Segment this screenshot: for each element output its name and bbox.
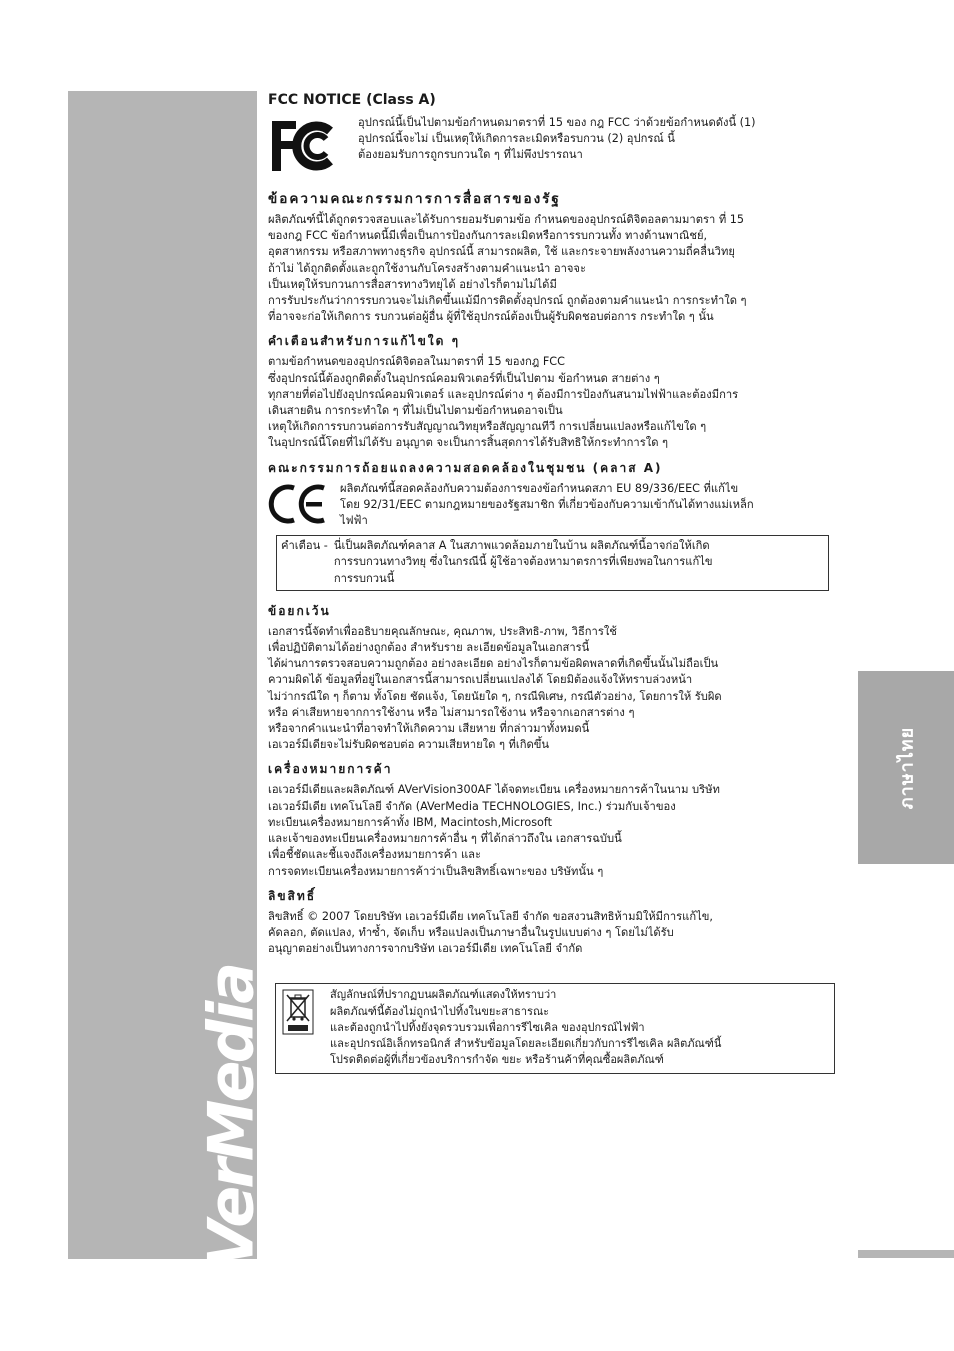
modification-line: เดินสายดิน การกระทำใด ๆ ที่ไม่เป็นไปตามข้อกำหนดอาจเป็น <box>268 404 563 418</box>
weee-notice-box <box>275 983 835 1074</box>
fcc-line: ต้องยอมรับการถูกรบกวนใด ๆ ที่ไม่พึงปรารถนา <box>358 148 583 162</box>
left-sidebar <box>68 91 268 1310</box>
trademarks-text <box>268 782 843 879</box>
disclaimer-line: ไม่ว่ากรณีใด ๆ ก็ตาม ทั้งโดย ชัดแจ้ง, โดยนัยใด ๆ, กรณีพิเศษ, กรณีตัวอย่าง, โดยการให้ รับผิด <box>268 689 722 703</box>
trademarks-line: ทะเบียนเครื่องหมายการค้าทั้ง IBM, Macintosh,Microsoft <box>268 815 553 829</box>
disclaimer-line: ได้ผ่านการตรวจสอบความถูกต้อง อย่างละเอียด อย่างไรก็ตามข้อผิดพลาดที่เกิดขึ้นนั้นไม่ถือเป็น <box>268 657 719 671</box>
weee-line: โปรดติดต่อผู้ที่เกี่ยวข้องบริการกำจัด ขยะ หรือร้านค้าที่คุณซื้อผลิตภัณฑ์ <box>330 1053 664 1067</box>
commission-line: อุตสาหกรรม หรือสภาพทางธุรกิจ อุปกรณ์นี้ สามารถผลิต, ใช้ และกระจายพลังงานความถี่คลื่นวิทยุ <box>268 245 735 259</box>
ce-mark-icon <box>268 483 328 525</box>
weee-line: สัญลักษณ์ที่ปรากฏบนผลิตภัณฑ์แสดงให้ทราบว่า <box>330 988 557 1002</box>
commission-line: การรับประกันว่าการรบกวนจะไม่เกิดขึ้นแม้มีการติดตั้งอุปกรณ์ ถูกต้องตามคำแนะนำ การกระทำใด ๆ <box>268 294 747 308</box>
weee-text <box>330 987 721 1068</box>
copyright-line: อนุญาตอย่างเป็นทางการจากบริษัท เอเวอร์มีเดีย เทคโนโลยี จำกัด <box>268 942 583 956</box>
fcc-section <box>268 115 843 175</box>
trademarks-line: การจดทะเบียนเครื่องหมายการค้าว่าเป็นลิขสิทธิ์เฉพาะของ บริษัทนั้น ๆ <box>268 864 604 878</box>
disclaimer-line: ความผิดได้ ข้อมูลที่อยู่ในเอกสารนี้สามารถเปลี่ยนแปลงได้ โดยมิต้องแจ้งให้ทราบล่วงหน้า <box>268 673 693 687</box>
disclaimer-line: เพื่อปฏิบัติตามได้อย่างถูกต้อง สำหรับราย ละเอียดข้อมูลในเอกสารนี้ <box>268 641 590 655</box>
copyright-title: ลิขสิทธิ์ <box>268 888 317 903</box>
weee-line: และต้องถูกนำไปทิ้งยังจุดรวบรวมเพื่อการรีไซเคิล ของอุปกรณ์ไฟฟ้า <box>330 1020 645 1034</box>
weee-line: และอุปกรณ์อิเล็กทรอนิกส์ สำหรับข้อมูลโดยละเอียดเกี่ยวกับการรีไซเคิล ผลิตภัณฑ์นี้ <box>330 1036 722 1050</box>
warning-label: คำเตือน - <box>281 539 328 553</box>
modification-line: ในอุปกรณ์นี้โดยที่ไม่ได้รับ อนุญาต จะเป็นการสิ้นสุดการได้รับสิทธิให้กระทำการใด ๆ <box>268 436 669 450</box>
disclaimer-line: เอเวอร์มีเดียจะไม่รับผิดชอบต่อ ความเสียหายใด ๆ ที่เกิดขึ้น <box>268 738 550 752</box>
disclaimer-line: หรือจากคำแนะนำที่อาจทำให้เกิดความ เสียหาย ที่กล่าวมาทั้งหมดนี้ <box>268 722 590 736</box>
commission-line: เป็นเหตุให้รบกวนการสื่อสารทางวิทยุได้ อย่างไรก็ตามไม่ได้มี <box>268 277 557 291</box>
trademarks-line: และเจ้าของทะเบียนเครื่องหมายการค้าอื่น ๆ ที่ได้กล่าวถึงใน เอกสารฉบับนี้ <box>268 832 622 846</box>
weee-line: ผลิตภัณฑ์นี้ต้องไม่ถูกนำไปทิ้งในขยะสาธารณะ <box>330 1004 550 1018</box>
trademarks-line: เอเวอร์มีเดียและผลิตภัณฑ์ AVerVision300AF ได้จดทะเบียน เครื่องหมายการค้าในนาม บริษัท <box>268 783 720 797</box>
trademarks-title: เครื่องหมายการค้า <box>268 762 393 777</box>
fcc-line: อุปกรณ์นี้เป็นไปตามข้อกำหนดมาตราที่ 15 ของ กฎ FCC ว่าด้วยข้อกำหนดดังนี้ (1) <box>358 116 756 129</box>
commission-text <box>268 212 843 325</box>
disclaimer-line: เอกสารนี้จัดทำเพื่ออธิบายคุณลักษณะ, คุณภาพ, ประสิทธิ-ภาพ, วิธีการใช้ <box>268 624 617 638</box>
ce-title: คณะกรรมการถ้อยแถลงความสอดคล้องในชุมชน (คลาส A) <box>268 460 663 475</box>
page-edge-bar <box>858 1250 954 1258</box>
ce-section <box>268 481 843 530</box>
disclaimer-line: หรือ ค่าเสียหายจากการใช้งาน หรือ ไม่สามารถใช้งาน หรือจากเอกสารต่าง ๆ <box>268 705 635 719</box>
fcc-title: FCC NOTICE (Class A) <box>268 92 436 108</box>
copyright-text <box>268 909 843 958</box>
fcc-logo-icon <box>268 117 346 175</box>
trademarks-line: เอเวอร์มีเดีย เทคโนโลยี จำกัด (AVerMedia TECHNOLOGIES, Inc.) ร่วมกับเจ้าของ <box>268 799 676 813</box>
modification-line: ทุกสายที่ต่อไปยังอุปกรณ์คอมพิวเตอร์ และอุปกรณ์ต่าง ๆ ต้องมีการป้องกันสนามไฟฟ้าและต้องมีการ <box>268 387 739 401</box>
modification-text <box>268 354 843 451</box>
commission-line: ถ้าไม่ ได้ถูกติดตั้งและถูกใช้งานกับโครงสร้างตามคำแนะนำ อาจจะ <box>268 261 586 275</box>
fcc-text <box>358 115 756 164</box>
ce-text <box>340 481 754 530</box>
ce-line: ไฟฟ้า <box>340 514 368 528</box>
disclaimer-text <box>268 624 843 754</box>
brand-logo: AVerMedia <box>194 964 268 1310</box>
modification-line: ซึ่งอุปกรณ์นี้ต้องถูกติดตั้งในอุปกรณ์คอมพิวเตอร์ที่เป็นไปตาม ข้อกำหนด สายต่าง ๆ <box>268 371 660 385</box>
language-tab-label: ภาษาไทย <box>896 726 918 809</box>
language-tab <box>858 671 954 864</box>
document-content <box>268 91 843 1074</box>
class-a-warning-box <box>276 535 829 591</box>
warning-text <box>334 538 713 587</box>
modification-title: คำเตือนสำหรับการแก้ไขใด ๆ <box>268 334 461 349</box>
modification-line: ตามข้อกำหนดของอุปกรณ์ดิจิตอลในมาตราที่ 15 ของกฎ FCC <box>268 355 565 369</box>
trademarks-line: เพื่อชี้ชัดและชี้แจงถึงเครื่องหมายการค้า และ <box>268 848 482 862</box>
commission-line: ผลิตภัณฑ์นี้ได้ถูกตรวจสอบและได้รับการยอมรับตามข้อ กำหนดของอุปกรณ์ดิจิตอลตามมาตรา ที่ 15 <box>268 213 744 226</box>
ce-line: ผลิตภัณฑ์นี้สอดคล้องกับความต้องการของข้อกำหนดสภา EU 89/336/EEC ที่แก้ไข <box>340 481 739 495</box>
copyright-line: ลิขสิทธิ์ © 2007 โดยบริษัท เอเวอร์มีเดีย เทคโนโลยี จำกัด ขอสงวนสิทธิห้ามมิให้มีการแก้ไข, <box>268 909 713 923</box>
disclaimer-title: ข้อยกเว้น <box>268 603 331 618</box>
commission-line: ที่อาจจะก่อให้เกิดการ รบกวนต่อผู้อื่น ผู้ที่ใช้อุปกรณ์ต้องเป็นผู้รับผิดชอบต่อการ กระทำใด ๆ นั้น <box>268 310 714 324</box>
warning-line: การรบกวนทางวิทยุ ซึ่งในกรณีนี้ ผู้ใช้อาจต้องหามาตรการที่เพียงพอในการแก้ไข <box>333 555 713 569</box>
warning-line: การรบกวนนี้ <box>333 571 395 585</box>
modification-line: เหตุให้เกิดการรบกวนต่อการรับสัญญาณวิทยุหรือสัญญาณทีวี การเปลี่ยนแปลงหรือแก้ไขใด ๆ <box>268 420 707 434</box>
warning-line: นี่เป็นผลิตภัณฑ์คลาส A ในสภาพแวดล้อมภายในบ้าน ผลิตภัณฑ์นี้อาจก่อให้เกิด <box>333 539 710 553</box>
copyright-line: คัดลอก, ตัดแปลง, ทำซ้ำ, จัดเก็บ หรือแปลงเป็นภาษาอื่นในรูปแบบต่าง ๆ โดยไม่ได้รับ <box>268 925 674 939</box>
crossed-out-bin-icon <box>282 989 314 1035</box>
ce-line: โดย 92/31/EEC ตามกฎหมายของรัฐสมาชิก ที่เกี่ยวข้องกับความเข้ากันได้ทางแม่เหล็ก <box>340 497 754 511</box>
commission-title: ข้อความคณะกรรมการการสื่อสารของรัฐ <box>268 191 561 207</box>
fcc-line: อุปกรณ์นี้จะไม่ เป็นเหตุให้เกิดการละเมิดหรือรบกวน (2) อุปกรณ์ นี้ <box>358 132 675 146</box>
commission-line: ของกฎ FCC ข้อกำหนดนี้มีเพื่อเป็นการป้องกันการละเมิดหรือการรบกวนทั้ง ทางด้านพาณิชย์, <box>268 229 708 243</box>
